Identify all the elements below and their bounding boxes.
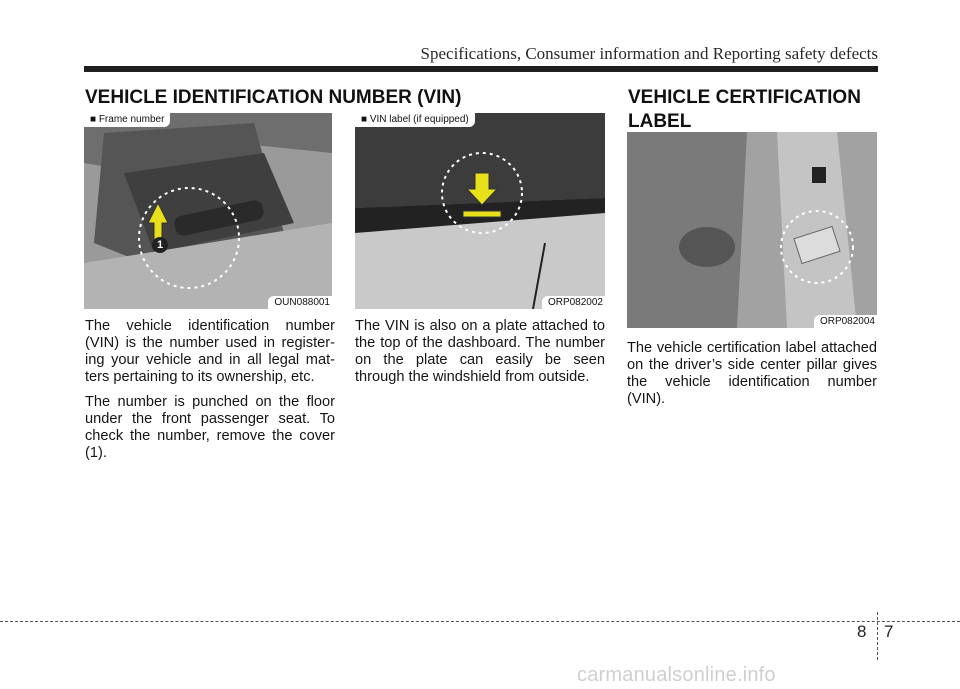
cert-section-title: VEHICLE CERTIFICATION LABEL: [628, 87, 861, 132]
dashboard-illustration: [355, 113, 605, 309]
door-pillar-illustration: [627, 132, 877, 328]
callout-1-marker: 1: [152, 237, 168, 253]
footer-rule: [0, 621, 960, 622]
page-number: 7: [884, 622, 894, 641]
seat-illustration: [84, 113, 332, 309]
frame-number-photo-code: OUN088001: [268, 296, 332, 309]
vin-paragraph-3: The VIN is also on a plate attached to the top of the dashboard. The number on the plate can easily be seen through the windshield from outside.: [355, 318, 605, 385]
vin-label-caption: ■ VIN label (if equipped): [355, 113, 475, 127]
vin-label-photo-code: ORP082002: [542, 296, 605, 309]
cert-label-photo: [627, 132, 877, 328]
cert-paragraph: The vehicle certification label attached on the driver’s side center pillar gives the vehicle identification number (VIN).: [627, 340, 877, 407]
vin-paragraph-1: The vehicle identification number (VIN) is the number used in register-ing your vehicle and in all legal mat-ters pertaining to its ownership, etc.: [85, 318, 335, 385]
frame-number-photo: [84, 113, 332, 309]
cert-label-photo-code: ORP082004: [814, 315, 877, 328]
vin-text-column-2: [355, 318, 605, 394]
vin-paragraph-2: The number is punched on the floor under the front passenger seat. To check the number, remove the cover (1).: [85, 394, 335, 461]
vin-label-photo: [355, 113, 605, 309]
running-header: Specifications, Consumer information and Reporting safety defects: [420, 44, 878, 63]
page-number-separator: [877, 612, 878, 660]
frame-number-caption: ■ Frame number: [84, 113, 170, 127]
watermark: carmanualsonline.info: [577, 664, 776, 686]
chapter-number: 8: [857, 622, 867, 641]
vin-section-title: VEHICLE IDENTIFICATION NUMBER (VIN): [85, 87, 462, 108]
header-rule: [84, 66, 878, 72]
vin-text-column-1: [85, 318, 335, 470]
cert-text-column: [627, 340, 877, 416]
